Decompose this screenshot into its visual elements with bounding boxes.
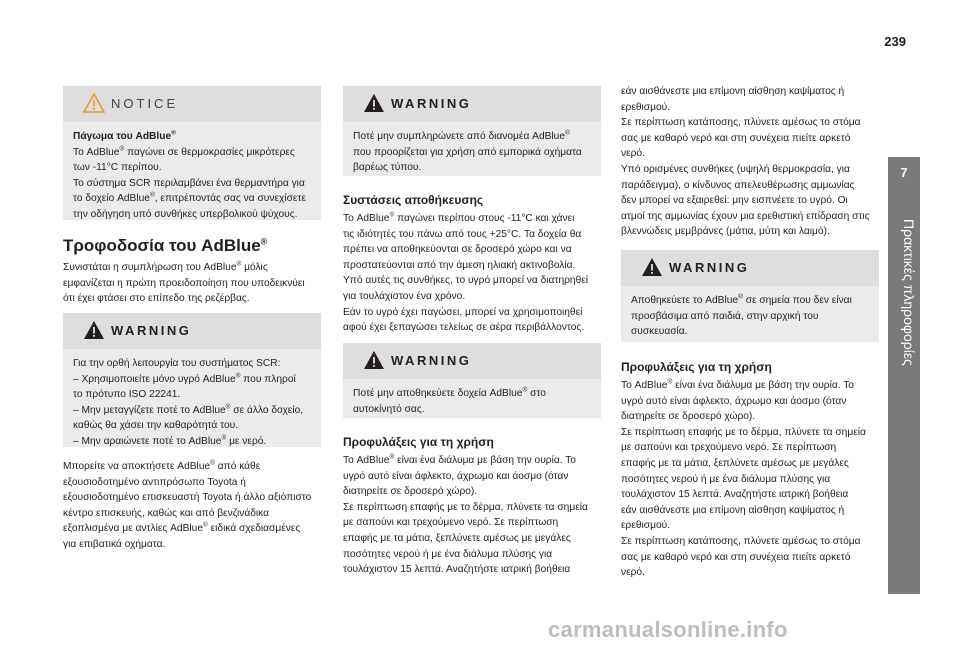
outro-paragraph: Μπορείτε να αποκτήσετε AdBlue® από κάθε εξουσιοδοτημένο αντιπρόσωπο Toyota ή εξουσιοδοτημένο επισκευαστή Toyota ή άλλο αξιόπιστο κέντρο επισκευής, καθώς και από βενζινάδικα εξοπλισμένα με αντλίες AdBlue® ειδικά σχεδιασμένες για επιβατικά οχήματα. <box>63 459 312 550</box>
warning-box-1 <box>63 313 321 447</box>
notice-header <box>63 86 321 122</box>
chapter-label: Πρακτικές πληροφορίες <box>901 219 917 366</box>
warning-icon <box>641 257 663 277</box>
warning-box-3 <box>343 343 601 418</box>
notice-box <box>63 86 321 220</box>
precautions-paragraph: Το AdBlue® είναι ένα διάλυμα με βάση την ουρία. Το υγρό αυτό είναι άφλεκτο, άχρωμο και άοσμο (όταν διατηρείτε σε δροσερό χώρο). Σε περίπτωση επαφής με το δέρμα, πλύνετε τα σημεία με σαπούνι και τρεχούμενο νερό. Σε περίπτωση επαφής με τα μάτια, ξεπλύνετε αμέσως με μεγάλες ποσότητες νερού ή με ένα διάλυμα πλύσης για τουλάχιστον 15 λεπτά. Αναζητήστε ιατρική βοήθεια εάν αισθάνεστε μια επίμονη αίσθηση καψίματος ή ερεθισμού. Σε περίπτωση κατάποσης, πλύνετε αμέσως το στόμα σας με καθαρό νερό και στη συνέχεια πιείτε αρκετό νερό. <box>621 378 866 579</box>
notice-title: NOTICE <box>111 96 179 111</box>
section-title: Τροφοδοσία του AdBlue® <box>63 236 268 255</box>
watermark: carmanualsonline.info <box>548 617 788 642</box>
precautions-heading: Προφυλάξεις για τη χρήση <box>343 435 494 449</box>
storage-heading: Συστάσεις αποθήκευσης <box>343 193 484 207</box>
notice-text: Το AdBlue® παγώνει σε θερμοκρασίες μικρότερες των -11°C περίπου. Το σύστημα SCR περιλαμβάνει ένα θερμαντήρα για το δοχείο AdBlue®, επιτρέποντάς σας να συνεχίσετε την οδήγηση υπό συνθήκες υπερβολικού ψύχους. <box>73 145 306 220</box>
warning-icon <box>363 350 385 370</box>
warning-box-2 <box>343 86 601 176</box>
warning-box-4 <box>621 250 879 342</box>
chapter-tab <box>888 157 920 594</box>
precautions-paragraph: Το AdBlue® είναι ένα διάλυμα με βάση την ουρία. Το υγρό αυτό είναι άφλεκτο, άχρωμο και άοσμο (όταν διατηρείτε σε δροσερό χώρο). Σε περίπτωση επαφής με το δέρμα, πλύνετε τα σημεία με σαπούνι και τρεχούμενο νερό. Σε περίπτωση επαφής με τα μάτια, ξεπλύνετε αμέσως με μεγάλες ποσότητες νερού ή με ένα διάλυμα πλύσης για τουλάχιστον 15 λεπτά. Αναζητήστε ιατρική βοήθεια <box>343 453 588 576</box>
notice-icon <box>83 93 105 113</box>
warning-icon <box>363 93 385 113</box>
page-number: 239 <box>884 34 906 49</box>
warning-icon <box>83 320 105 340</box>
warning-text: Ποτέ μην αποθηκεύετε δοχεία AdBlue® στο αυτοκίνητό σας. <box>353 386 546 415</box>
warning-text: Ποτέ μην συμπληρώνετε από διανομέα AdBlue® που προορίζεται για χρήση από εμπορικά οχήματα βαρέως τύπου. <box>353 129 582 174</box>
warning-title: WARNING <box>111 323 192 338</box>
continued-paragraph: εάν αισθάνεστε μια επίμονη αίσθηση καψίματος ή ερεθισμού. Σε περίπτωση κατάποσης, πλύνετε αμέσως το στόμα σας με καθαρό νερό και στη συνέχεια πιείτε αρκετό νερό. Υπό ορισμένες συνθήκες (υψηλή θερμοκρασία, για παράδειγμα), ο κίνδυνος απελευθέρωσης αμμωνίας δεν μπορεί να εξαιρεθεί: μην εισπνέετε το υγρό. Οι ατμοί της αμμωνίας έχουν μια ερεθιστική επίδραση στις βλεννώδεις μεμβράνες (μάτια, μύτη και λαιμό). <box>621 86 870 238</box>
warning-title: WARNING <box>391 353 472 368</box>
warning-text: Για την ορθή λειτουργία του συστήματος SCR: – Χρησιμοποιείτε μόνο υγρό AdBlue® που πληροί το πρότυπο ISO 22241. – Μην μεταγγίζετε ποτέ το AdBlue® σε άλλο δοχείο, καθώς θα χάσει την καθαρότητά του. – Μην αραιώνετε ποτέ το AdBlue® με νερό. <box>73 358 304 447</box>
storage-paragraph: Το AdBlue® παγώνει περίπου στους -11°C και χάνει τις ιδιότητές του πάνω από τους +25°C. Τα δοχεία θα πρέπει να αποθηκεύονται σε δροσερό χώρο και να προστατεύονται από την άμεση ηλιακή ακτινοβολία. Υπό αυτές τις συνθήκες, το υγρό μπορεί να διατηρηθεί για τουλάχιστον ένα χρόνο. Εάν το υγρό έχει παγώσει, μπορεί να χρησιμοποιηθεί αφού έχει ξεπαγώσει τελείως σε αέρα περιβάλλοντος. <box>343 211 589 334</box>
precautions-heading: Προφυλάξεις για τη χρήση <box>621 360 772 374</box>
notice-heading: Πάγωμα του AdBlue® <box>73 129 176 142</box>
intro-paragraph: Συνιστάται η συμπλήρωση του AdBlue® μόλις εμφανίζεται η πρώτη προειδοποίηση που υποδεικνύει ότι έχει φτάσει στο επίπεδο της ρεζέρβας. <box>63 260 305 305</box>
warning-title: WARNING <box>669 260 750 275</box>
warning-title: WARNING <box>391 96 472 111</box>
chapter-number: 7 <box>900 165 908 180</box>
warning-text: Αποθηκεύετε το AdBlue® σε σημεία που δεν είναι προσβάσιμα από παιδιά, στην αρχική του συσκευασία. <box>631 293 852 338</box>
